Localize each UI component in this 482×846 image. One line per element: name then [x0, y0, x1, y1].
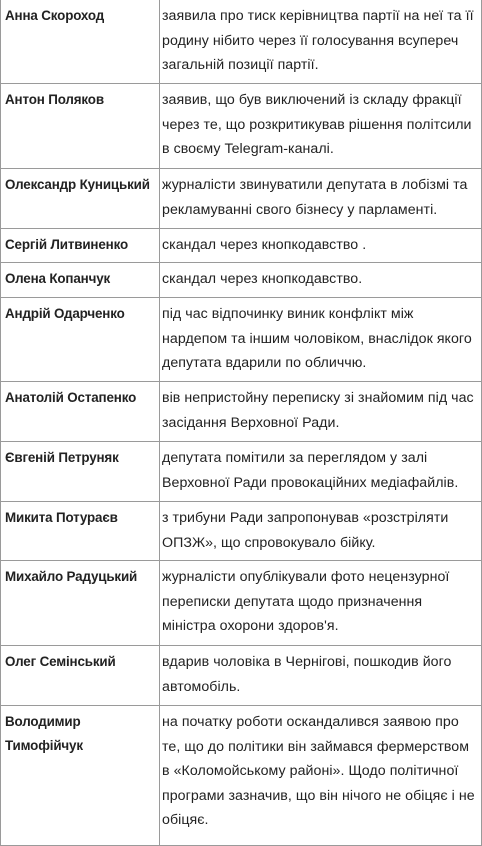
table-row	[1, 263, 482, 298]
table-row	[1, 706, 482, 846]
scandal-description: скандал через кнопкодавство.	[160, 263, 482, 298]
deputy-name: Олена Копанчук	[1, 263, 160, 298]
deputy-name: Володимир Тимофійчук	[1, 706, 160, 846]
table-row	[1, 382, 482, 442]
deputy-name: Андрій Одарченко	[1, 298, 160, 382]
deputy-name: Сергій Литвиненко	[1, 229, 160, 263]
table-row	[1, 229, 482, 263]
deputy-name: Олег Семінський	[1, 646, 160, 706]
scandal-description: скандал через кнопкодавство .	[160, 229, 482, 263]
scandal-description: заявила про тиск керівництва партії на неї та її родину нібито через її голосування всупереч загальній позиції партії.	[160, 0, 482, 84]
scandal-description: під час відпочинку виник конфлікт між нардепом та іншим чоловіком, внаслідок якого депутата вдарили по обличчю.	[160, 298, 482, 382]
table-row	[1, 169, 482, 229]
table-row	[1, 561, 482, 646]
deputy-name: Анатолій Остапенко	[1, 382, 160, 442]
scandal-description: з трибуни Ради запропонував «розстріляти ОПЗЖ», що спровокувало бійку.	[160, 502, 482, 561]
scandal-description: заявив, що був виключений із складу фракції через те, що розкритикував рішення політсили в своєму Telegram-каналі.	[160, 84, 482, 169]
table-row	[1, 442, 482, 502]
scandal-description: журналісти звинуватили депутата в лобізмі та рекламуванні свого бізнесу у парламенті.	[160, 169, 482, 229]
deputy-name: Євгеній Петруняк	[1, 442, 160, 502]
scandal-description: на початку роботи оскандалився заявою про те, що до політики він займався фермерством в «Коломойському районі». Щодо політичної програми зазначив, що він нічого не обіцяє і не обіцяє.	[160, 706, 482, 846]
table-row	[1, 0, 482, 84]
deputy-name: Анна Скороход	[1, 0, 160, 84]
scandal-description: депутата помітили за переглядом у залі Верховної Ради провокаційних медіафайлів.	[160, 442, 482, 502]
deputy-name: Антон Поляков	[1, 84, 160, 169]
table-row	[1, 298, 482, 382]
deputy-name: Михайло Радуцький	[1, 561, 160, 646]
deputy-name: Микита Потураєв	[1, 502, 160, 561]
scandal-description: журналісти опублікували фото нецензурної переписки депутата щодо призначення міністра охорони здоров'я.	[160, 561, 482, 646]
scandal-description: вів непристойну переписку зі знайомим під час засідання Верховної Ради.	[160, 382, 482, 442]
table-row	[1, 502, 482, 561]
scandal-description: вдарив чоловіка в Чернігові, пошкодив його автомобіль.	[160, 646, 482, 706]
deputy-name: Олександр Куницький	[1, 169, 160, 229]
table-row	[1, 84, 482, 169]
table-row	[1, 646, 482, 706]
